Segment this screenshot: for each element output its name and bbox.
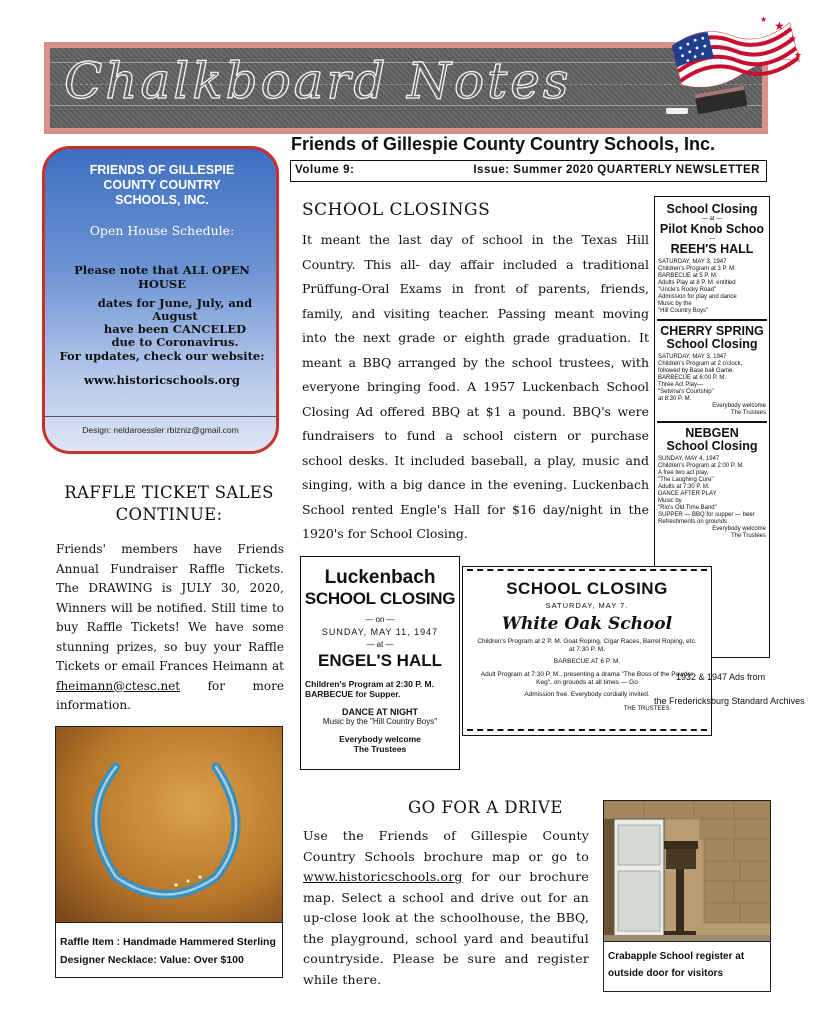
ad-text: Children's Program at 3 P. M. [658, 266, 736, 272]
svg-text:★: ★ [774, 19, 785, 33]
ad-text: The Trustees [730, 410, 766, 416]
drive-paragraph [303, 826, 589, 990]
raffle-text-end: for more information. [56, 678, 284, 712]
ad-headline: White Oak School [501, 614, 673, 634]
ad-headline: Pilot Knob Schoo [659, 222, 765, 236]
raffle-heading-line: CONTINUE: [115, 505, 223, 524]
ads-caption-line: the Fredericksburg Standard Archives [654, 696, 805, 706]
ad-text: SATURDAY, MAY 3, 1947 [658, 354, 727, 360]
ad-text: BARBECUE at 6:00 P. M. [658, 375, 726, 381]
masthead-title: Chalkboard Notes [64, 52, 572, 110]
ad-divider [657, 319, 767, 321]
ad-text: SUNDAY, MAY 11, 1947 [321, 627, 439, 637]
svg-text:★: ★ [760, 15, 768, 24]
ad-text: Music by [658, 498, 682, 504]
necklace-photo-frame [55, 726, 283, 978]
ad-text: Everybody welcome [339, 734, 421, 744]
ad-text: Everybody welcome [712, 403, 766, 409]
ad-text: SATURDAY, MAY 7. [545, 601, 629, 610]
crabapple-caption [604, 941, 770, 991]
ad-text: Refreshments on grounds [658, 519, 728, 525]
raffle-paragraph [56, 540, 284, 716]
ad-text: Music by the "Hill Country Boys" [322, 717, 438, 726]
cancellation-note [55, 297, 269, 349]
crabapple-caption-line: Crabapple School register at [608, 951, 745, 962]
ad-text: Adult Program at 7:30 P. M., presenting a drama "The Boss of the Powder Keg", on grounds at all times — Go [480, 671, 694, 686]
us-flag-icon [656, 14, 806, 98]
ad-text: SUNDAY, MAY 4, 1947 [658, 456, 720, 462]
school-closings-heading: SCHOOL CLOSINGS [302, 200, 491, 220]
ad-text: Children's Program at 2 P. M. Goat Roping, Cigar Races, Barrel Roping, etc. at 7:30 P. M. [477, 638, 697, 653]
ad-text: followed by Base ball Game. [658, 368, 735, 374]
newspaper-ad-white-oak [462, 566, 712, 736]
website-link[interactable]: www.historicschools.org [303, 869, 463, 884]
ad-headline: Luckenbach [324, 567, 436, 588]
ad-text: THE TRUSTEES. [623, 706, 671, 712]
ad-text: Adults Play at 8 P. M. entitled [658, 280, 736, 286]
ad-text: DANCE AFTER PLAY [658, 491, 717, 497]
ad-text: "Hill Country Boys" [658, 308, 709, 314]
raffle-heading [44, 482, 294, 526]
ad-text: Everybody welcome [712, 526, 766, 532]
crabapple-caption-line: outside door for visitors [608, 968, 724, 979]
ad-text: The Trustees [730, 533, 766, 539]
ad-headline: SCHOOL CLOSING [304, 589, 456, 608]
ad-headline: SCHOOL CLOSING [506, 579, 668, 598]
ad-text: A free two act play, [658, 470, 709, 476]
ad-text: "Uncle's Rocky Road" [658, 287, 717, 293]
ad-text: DANCE AT NIGHT [342, 707, 418, 717]
organization-title: Friends of Gillespie County Country Schools, Inc. [291, 134, 716, 154]
ad-headline: ENGEL'S HALL [318, 651, 442, 670]
ad-text: Children's Program at 2 o'clock, [658, 361, 743, 367]
volume-label: Volume 9: [295, 164, 355, 176]
necklace-caption-line: Raffle Item : Handmade Hammered Sterling [60, 936, 276, 948]
cancellation-note-line: due to Coronavirus. [111, 335, 239, 349]
ad-text: BARBECUE AT 6 P. M. [553, 658, 621, 665]
info-box-title-line: COUNTY COUNTRY [103, 178, 221, 192]
divider [45, 416, 276, 417]
ad-text: "Setvina's Courtship" [658, 389, 714, 395]
ad-headline: NEBGEN [685, 426, 739, 440]
updates-label: For updates, check our website: [59, 349, 265, 363]
ad-divider [657, 421, 767, 423]
necklace-caption [56, 922, 282, 977]
ad-headline: School Closing [666, 202, 758, 216]
ad-headline: School Closing [666, 439, 758, 453]
cancellation-note-line: dates for June, July, and August [97, 296, 253, 323]
ad-headline: CHERRY SPRING [660, 324, 764, 338]
ad-text: BARBECUE for Supper. [305, 689, 401, 699]
design-credit: Design: neldaroessler rbizniz@gmail.com [82, 425, 239, 435]
ad-headline: School Closing [666, 337, 758, 351]
info-box-title-line: FRIENDS OF GILLESPIE [89, 163, 235, 177]
ad-text: "The Laughing Cure" [658, 477, 714, 483]
ad-text: The Trustees [353, 744, 407, 754]
ad-text: BARBECUE at 5 P. M. [658, 273, 718, 279]
drive-heading: GO FOR A DRIVE [408, 798, 563, 817]
svg-text:★: ★ [794, 51, 803, 61]
crabapple-photo-frame [603, 800, 771, 992]
raffle-text: Friends' members have Friends Annual Fundraiser Raffle Tickets. The DRAWING is JULY 30, 2020, Winners will be notified. Still time to buy Raffle Tickets! We have some stunning prizes, so buy your Raffle Tickets or email Frances Heimann at [56, 542, 284, 673]
issue-bar [290, 160, 767, 182]
ad-text: Three Act Play— [658, 382, 704, 388]
newspaper-ad-closings-1947: School Closing — at — Pilot Knob Schoo — REEH'S HALL SATURDAY, MAY 3, 1947 Children's Program at 3 P. M. BARBECUE at 5 P. M. Adults Play at 8 P. M. entitled "Uncle's Rocky Road" Admission for play and dance Music by the "Hill Country Boys" CHERRY SPRING School Closing SATURDAY, MAY 3, 1947 Children's Program at 2 o'clock, followed by Base ball Game. BARBECUE at 6:00 P. M. Three Act Play— "Setvina's Courtship" at 8:30 P. M. Everybody welcome The Trustees NEBGEN School Closing SUNDAY, MAY 4, 1947 Children's Program at 2:00 P. M. A free two act play, "The Laughing Cure" Adults at 7:30 P. M. DANCE AFTER PLAY Music by "Rio's Old Time Band" SUPPER — BBQ for supper — beer Refreshments on grounds Everybody welcome The Trustees [654, 196, 770, 658]
raffle-heading-line: RAFFLE TICKET SALES [64, 483, 274, 502]
open-house-schedule-label: Open House Schedule: [89, 223, 235, 238]
ad-text: — on — [365, 615, 395, 624]
ad-text: Children's Program at 2:30 P. M. [305, 679, 434, 689]
drive-text-end: for our brochure map. Select a school and drive out for an up-close look at the schoolhouse, the BBQ, the playground, school yard and beautiful countryside. Please be sure and register while there. [303, 869, 589, 987]
info-box-title-line: SCHOOLS, INC. [115, 193, 209, 207]
website-link[interactable]: www.historicschools.org [84, 373, 240, 387]
newspaper-ad-luckenbach [300, 556, 460, 770]
chalk-icon [666, 108, 688, 114]
email-link[interactable]: fheimann@ctesc.net [56, 678, 181, 693]
ad-text: SUPPER — BBQ for supper — beer [658, 512, 755, 518]
ad-text: "Rio's Old Time Band" [658, 505, 717, 511]
ad-text: SATURDAY, MAY 3, 1947 [658, 259, 727, 265]
drive-text: Use the Friends of Gillespie County Country Schools brochure map or go to [303, 828, 589, 864]
ad-text: Admission free. Everybody cordially invited. [524, 691, 650, 698]
ad-text: — at — [701, 216, 723, 222]
ad-text: — at — [366, 640, 394, 649]
issue-label: Issue: Summer 2020 QUARTERLY NEWSLETTER [473, 164, 760, 176]
ads-caption-line: 1932 & 1947 Ads from [676, 672, 766, 682]
svg-text:★: ★ [788, 34, 797, 45]
necklace-caption-line: Designer Necklace: Value: Over $100 [60, 954, 244, 966]
ad-text: Children's Program at 2:00 P. M. [658, 463, 745, 469]
ad-headline: REEH'S HALL [670, 242, 754, 256]
ad-text: Admission for play and dance [658, 294, 737, 300]
ad-text: Music by the [658, 301, 692, 307]
school-closings-paragraph: It meant the last day of school in the Texas Hill Country. This all- day affair included a traditional Prüffung-Oral Exams in front of parents, friends, family, and visiting teacher. Passing meant moving into the next grade or eighth grade graduation. It meant a BBQ arranged by the school trustees, with everyone bringing food. A 1957 Luckenbach School Closing Ad offered BBQ at $1 a pound. BBQ's were fundraisers to fund a school cistern or purchase school desks. It included baseball, a play, music and singing, with a big dance in the evening. Luckenbach School rented Engle's Hall for $16 day/night in the 1920's for School Closing. [302, 232, 649, 541]
open-house-info-box [42, 146, 279, 454]
ad-text: at 8:30 P. M. [658, 396, 692, 402]
cancellation-note-line: have been CANCELED [103, 322, 247, 336]
crabapple-register-photo [604, 801, 770, 941]
ad-text: Adults at 7:30 P. M. [658, 484, 710, 490]
necklace-photo [56, 727, 282, 922]
cancellation-note-line: Please note that ALL OPEN HOUSE [74, 263, 250, 291]
info-box-title [55, 163, 269, 208]
